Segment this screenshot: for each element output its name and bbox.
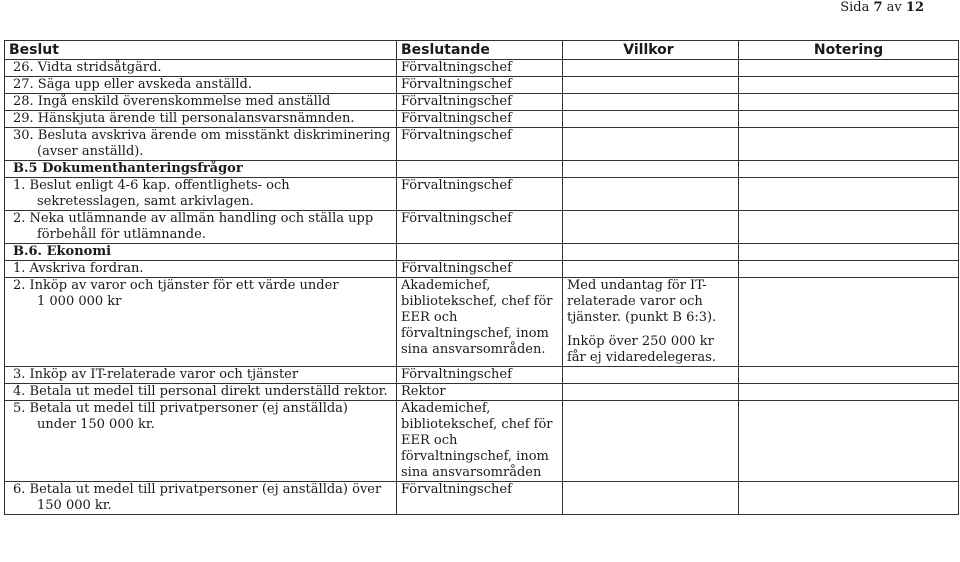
cell-beslutande: Rektor — [397, 384, 563, 401]
cell-beslut — [5, 401, 397, 482]
section-row — [5, 244, 959, 261]
table-row — [5, 211, 959, 244]
beslut-line: 2. Neka utlämnande av allmän handling och ställa upp — [13, 211, 374, 226]
beslutande-line: EER och — [401, 433, 458, 448]
cell-notering — [739, 244, 959, 261]
cell-notering — [739, 367, 959, 384]
beslutande-line: bibliotekschef, chef för — [401, 417, 553, 432]
cell-beslut — [5, 128, 397, 161]
beslut-line: sekretesslagen, samt arkivlagen. — [37, 194, 254, 209]
cell-villkor — [563, 111, 739, 128]
cell-notering — [739, 261, 959, 278]
beslutande-line: bibliotekschef, chef för — [401, 294, 553, 309]
beslut-line: 5. Betala ut medel till privatpersoner (ej anställda) — [13, 401, 348, 416]
cell-beslut: 29. Hänskjuta ärende till personalansvarsnämnden. — [5, 111, 397, 128]
table-row — [5, 94, 959, 111]
cell-notering — [739, 211, 959, 244]
table-row — [5, 128, 959, 161]
beslut-line: 1 000 000 kr — [37, 294, 122, 309]
beslutande-line: sina ansvarsområden — [401, 465, 542, 480]
beslut-line: förbehåll för utlämnande. — [37, 227, 206, 242]
cell-beslutande — [397, 401, 563, 482]
cell-beslutande: Förvaltningschef — [397, 211, 563, 244]
beslutande-line: Akademichef, — [401, 278, 491, 293]
cell-beslutande: Förvaltningschef — [397, 178, 563, 211]
cell-notering — [739, 401, 959, 482]
cell-beslutande: Förvaltningschef — [397, 111, 563, 128]
table-row — [5, 401, 959, 482]
delegation-table-wrapper — [4, 40, 958, 515]
cell-beslutande — [397, 278, 563, 367]
beslutande-line: förvaltningschef, inom — [401, 326, 549, 341]
villkor-line: tjänster. (punkt B 6:3). — [567, 310, 717, 325]
cell-beslutande: Förvaltningschef — [397, 94, 563, 111]
cell-beslutande — [397, 244, 563, 261]
cell-villkor — [563, 77, 739, 94]
section-row — [5, 161, 959, 178]
cell-beslutande: Förvaltningschef — [397, 128, 563, 161]
villkor-gap — [567, 326, 734, 334]
table-row — [5, 77, 959, 94]
villkor-line: får ej vidaredelegeras. — [567, 350, 716, 365]
cell-villkor — [563, 60, 739, 77]
cell-beslut: 1. Avskriva fordran. — [5, 261, 397, 278]
cell-villkor — [563, 261, 739, 278]
cell-beslutande: Förvaltningschef — [397, 77, 563, 94]
table-row — [5, 482, 959, 515]
cell-beslutande — [397, 161, 563, 178]
header-villkor: Villkor — [563, 41, 739, 60]
beslut-line: 1. Beslut enligt 4-6 kap. offentlighets- och — [13, 178, 290, 193]
cell-beslutande: Förvaltningschef — [397, 367, 563, 384]
cell-beslut — [5, 278, 397, 367]
beslutande-line: sina ansvarsområden. — [401, 342, 546, 357]
cell-villkor — [563, 384, 739, 401]
villkor-line: Med undantag för IT- — [567, 278, 707, 293]
header-beslut: Beslut — [5, 41, 397, 60]
villkor-line: relaterade varor och — [567, 294, 703, 309]
table-row — [5, 367, 959, 384]
cell-beslutande: Förvaltningschef — [397, 482, 563, 515]
cell-villkor — [563, 161, 739, 178]
header-notering: Notering — [739, 41, 959, 60]
cell-beslut — [5, 178, 397, 211]
cell-beslut: 4. Betala ut medel till personal direkt underställd rektor. — [5, 384, 397, 401]
table-row — [5, 261, 959, 278]
cell-villkor — [563, 482, 739, 515]
beslut-line: under 150 000 kr. — [37, 417, 155, 432]
table-row — [5, 278, 959, 367]
cell-villkor — [563, 401, 739, 482]
cell-notering — [739, 111, 959, 128]
cell-notering — [739, 178, 959, 211]
cell-villkor — [563, 94, 739, 111]
villkor-line: Inköp över 250 000 kr — [567, 334, 714, 349]
cell-notering — [739, 482, 959, 515]
table-row — [5, 111, 959, 128]
beslutande-line: förvaltningschef, inom — [401, 449, 549, 464]
beslutande-line: Akademichef, — [401, 401, 491, 416]
cell-beslutande: Förvaltningschef — [397, 60, 563, 77]
cell-notering — [739, 77, 959, 94]
cell-beslutande: Förvaltningschef — [397, 261, 563, 278]
beslut-line: 30. Besluta avskriva ärende om misstänkt diskriminering — [13, 128, 391, 143]
beslut-line: (avser anställd). — [37, 144, 144, 159]
cell-beslut: 28. Ingå enskild överenskommelse med anställd — [5, 94, 397, 111]
table-row — [5, 178, 959, 211]
cell-notering — [739, 60, 959, 77]
section-heading: B.6. Ekonomi — [5, 244, 397, 261]
cell-beslut: 26. Vidta stridsåtgärd. — [5, 60, 397, 77]
table-header-row — [5, 41, 959, 60]
cell-villkor — [563, 278, 739, 367]
cell-villkor — [563, 178, 739, 211]
beslut-line: 2. Inköp av varor och tjänster för ett värde under — [13, 278, 339, 293]
cell-beslut — [5, 211, 397, 244]
cell-notering — [739, 94, 959, 111]
cell-beslut: 3. Inköp av IT-relaterade varor och tjänster — [5, 367, 397, 384]
beslutande-line: EER och — [401, 310, 458, 325]
cell-notering — [739, 128, 959, 161]
cell-notering — [739, 278, 959, 367]
cell-villkor — [563, 367, 739, 384]
delegation-table — [4, 40, 959, 515]
cell-beslut: 27. Säga upp eller avskeda anställd. — [5, 77, 397, 94]
cell-villkor — [563, 244, 739, 261]
table-row — [5, 384, 959, 401]
beslut-line: 150 000 kr. — [37, 498, 112, 513]
cell-beslut — [5, 482, 397, 515]
beslut-line: 6. Betala ut medel till privatpersoner (ej anställda) över — [13, 482, 382, 497]
cell-notering — [739, 384, 959, 401]
cell-villkor — [563, 211, 739, 244]
section-heading: B.5 Dokumenthanteringsfrågor — [5, 161, 397, 178]
table-row — [5, 60, 959, 77]
cell-villkor — [563, 128, 739, 161]
header-beslutande: Beslutande — [397, 41, 563, 60]
page-number: Sida 7 av 12 — [840, 0, 924, 15]
cell-notering — [739, 161, 959, 178]
